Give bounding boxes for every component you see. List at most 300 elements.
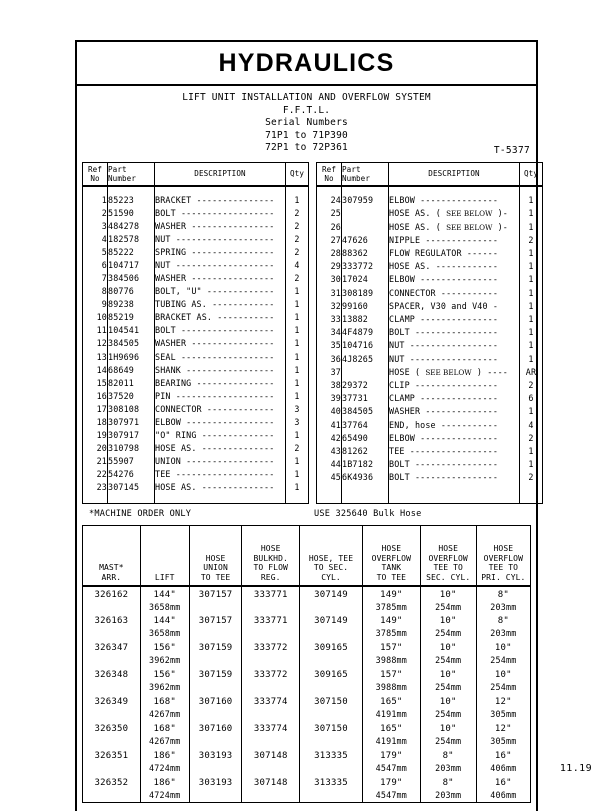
cell-part-number: 307917 bbox=[108, 429, 155, 442]
value-inches: 168" bbox=[153, 697, 176, 708]
value-mm: 254mm bbox=[490, 655, 517, 666]
cell-part-number: 82011 bbox=[108, 377, 155, 390]
parts-tables-wrapper bbox=[77, 159, 536, 504]
value-mm: 406mm bbox=[490, 763, 517, 774]
cell-hose-bulkhd-to-flow-reg bbox=[242, 613, 300, 640]
cell-qty: 1 bbox=[286, 390, 309, 403]
cell-lift bbox=[140, 721, 189, 748]
cell-ref-no: 45 bbox=[317, 471, 342, 484]
cell-description: BOLT ---------------- bbox=[389, 471, 520, 484]
cell-lift bbox=[140, 694, 189, 721]
cell-qty: 1 bbox=[520, 260, 543, 273]
value-mm: 4191mm bbox=[375, 736, 408, 747]
cell-part-number bbox=[342, 366, 389, 379]
value: 307157 bbox=[198, 616, 233, 627]
page-title-bar bbox=[77, 42, 536, 86]
table-row bbox=[83, 324, 309, 337]
cell-hose-overflow-tee-to-pri-cyl bbox=[476, 613, 530, 640]
cell-ref-no: 28 bbox=[317, 247, 342, 260]
cell-qty: 2 bbox=[286, 207, 309, 220]
cell-part-number: 85223 bbox=[108, 194, 155, 207]
cell-part-number: 182578 bbox=[108, 233, 155, 246]
header-line: OVERFLOW bbox=[371, 553, 411, 563]
table-row bbox=[83, 285, 309, 298]
table-row bbox=[317, 313, 543, 326]
cell-hose-overflow-tank-to-tee bbox=[362, 748, 420, 775]
cell-ref-no: 9 bbox=[83, 298, 108, 311]
cell-ref-no: 36 bbox=[317, 353, 342, 366]
cell-part-number: 51590 bbox=[108, 207, 155, 220]
cell-description: NUT ------------------- bbox=[155, 233, 286, 246]
cell-description: ELBOW --------------- bbox=[389, 432, 520, 445]
cell-qty: 1 bbox=[286, 285, 309, 298]
table-row bbox=[317, 234, 543, 247]
value-inches: 16" bbox=[494, 778, 512, 789]
table-row bbox=[83, 442, 309, 455]
value-inches: 157" bbox=[380, 643, 403, 654]
cell-description: BEARING --------------- bbox=[155, 377, 286, 390]
cell-qty: AR bbox=[520, 366, 543, 379]
content-frame bbox=[75, 40, 538, 811]
note-bulk-hose: USE 325640 Bulk Hose bbox=[314, 509, 422, 520]
cell-description: WASHER ---------------- bbox=[155, 220, 286, 233]
value-inches: 8" bbox=[442, 751, 454, 762]
value-mm: 3962mm bbox=[149, 655, 181, 666]
table-row bbox=[317, 300, 543, 313]
table-row bbox=[317, 194, 543, 207]
cell-lift bbox=[140, 667, 189, 694]
table-row bbox=[317, 392, 543, 405]
cell-hose-bulkhd-to-flow-reg bbox=[242, 586, 300, 613]
cell-part-number: 55907 bbox=[108, 455, 155, 468]
table-header-row bbox=[83, 526, 531, 587]
drawing-number: T-5377 bbox=[493, 145, 530, 157]
cell-qty: 2 bbox=[286, 272, 309, 285]
header-line: CYL. bbox=[321, 572, 341, 582]
cell-part-number: 4F4879 bbox=[342, 326, 389, 339]
parts-table-right-head bbox=[317, 162, 543, 186]
value: 307148 bbox=[253, 778, 288, 789]
header-line: PRI. CYL. bbox=[481, 572, 526, 582]
table-row bbox=[83, 613, 531, 640]
value-inches: 156" bbox=[153, 643, 176, 654]
cell-ref-no: 26 bbox=[317, 220, 342, 233]
cell-lift bbox=[140, 640, 189, 667]
table-row bbox=[83, 233, 309, 246]
table-row bbox=[83, 390, 309, 403]
header-line: HOSE bbox=[381, 544, 402, 554]
value: 307160 bbox=[198, 724, 233, 735]
cell-ref-no: 19 bbox=[83, 429, 108, 442]
cell-description: BOLT ---------------- bbox=[389, 458, 520, 471]
table-row bbox=[317, 366, 543, 379]
table-row bbox=[83, 298, 309, 311]
value-inches: 168" bbox=[153, 724, 176, 735]
value-mm: 305mm bbox=[490, 736, 517, 747]
value: 313335 bbox=[314, 751, 348, 762]
cell-ref-no: 22 bbox=[83, 468, 108, 481]
cell-description: TEE ----------------- bbox=[389, 445, 520, 458]
part-line1: Part bbox=[342, 164, 361, 174]
cell-qty: 1 bbox=[520, 220, 543, 233]
cell-lift bbox=[140, 775, 189, 802]
ref-line1: Ref bbox=[321, 164, 336, 174]
header-line: SEC. CYL. bbox=[426, 572, 471, 582]
value: 307148 bbox=[253, 751, 288, 762]
value-mm: 254mm bbox=[435, 682, 462, 693]
subtitle-line-3: Serial Numbers bbox=[265, 117, 348, 129]
value: 307150 bbox=[314, 697, 348, 708]
value: 307160 bbox=[198, 697, 233, 708]
cell-qty: 1 bbox=[520, 353, 543, 366]
table-row bbox=[83, 694, 531, 721]
cell-part-number: 104541 bbox=[108, 324, 155, 337]
value: 333774 bbox=[253, 697, 288, 708]
cell-hose-union-to-tee bbox=[189, 694, 242, 721]
page-footer bbox=[560, 763, 592, 774]
table-spacer-row bbox=[317, 186, 543, 194]
header-line: HOSE bbox=[260, 544, 281, 554]
table-row bbox=[83, 272, 309, 285]
value-mm: 4724mm bbox=[149, 790, 181, 801]
cell-qty: 1 bbox=[286, 481, 309, 494]
value-inches: 10" bbox=[494, 670, 512, 681]
table-spacer-row bbox=[317, 485, 543, 494]
cell-hose-overflow-tee-to-sec-cyl bbox=[420, 721, 476, 748]
header-line: HOSE bbox=[205, 553, 226, 563]
col-header-description: DESCRIPTION bbox=[155, 162, 286, 186]
col-header-ref-no bbox=[83, 162, 108, 186]
cell-part-number: 80776 bbox=[108, 285, 155, 298]
value-inches: 149" bbox=[380, 616, 403, 627]
cell-description: SHANK ----------------- bbox=[155, 364, 286, 377]
cell-qty: 3 bbox=[286, 403, 309, 416]
table-row bbox=[317, 273, 543, 286]
header-line: TEE TO bbox=[488, 563, 519, 573]
cell-mast-arr bbox=[83, 667, 141, 694]
cell-description: HOSE AS. ( SEE BELOW )- bbox=[389, 207, 520, 220]
cell-description: NIPPLE -------------- bbox=[389, 234, 520, 247]
cell-description: HOSE AS. -------------- bbox=[155, 442, 286, 455]
cell-description: HOSE ( SEE BELOW ) ---- bbox=[389, 366, 520, 379]
table-row bbox=[83, 337, 309, 350]
cell-ref-no: 8 bbox=[83, 285, 108, 298]
cell-description: NUT ------------------- bbox=[155, 259, 286, 272]
value-mm: 3658mm bbox=[149, 628, 181, 639]
cell-ref-no: 14 bbox=[83, 364, 108, 377]
table-row bbox=[83, 429, 309, 442]
cell-part-number: 307145 bbox=[108, 481, 155, 494]
table-row bbox=[83, 311, 309, 324]
cell-ref-no: 12 bbox=[83, 337, 108, 350]
value-mm: 4267mm bbox=[149, 709, 181, 720]
value-inches: 156" bbox=[153, 670, 176, 681]
value: 303193 bbox=[198, 751, 233, 762]
value: 307157 bbox=[198, 590, 233, 601]
cell-hose-bulkhd-to-flow-reg bbox=[242, 640, 300, 667]
cell-part-number: 88362 bbox=[342, 247, 389, 260]
cell-ref-no: 37 bbox=[317, 366, 342, 379]
value-mm: 3988mm bbox=[375, 682, 408, 693]
cell-qty: 1 bbox=[286, 337, 309, 350]
cell-ref-no: 17 bbox=[83, 403, 108, 416]
cell-ref-no: 6 bbox=[83, 259, 108, 272]
subtitle-line-4: 71P1 to 71P390 bbox=[265, 129, 348, 141]
cell-description: SEAL ------------------ bbox=[155, 351, 286, 364]
cell-description: CLAMP --------------- bbox=[389, 313, 520, 326]
cell-qty: 2 bbox=[520, 234, 543, 247]
cell-hose-overflow-tee-to-pri-cyl bbox=[476, 667, 530, 694]
cell-part-number: 1H9696 bbox=[108, 351, 155, 364]
table-row bbox=[83, 351, 309, 364]
col-header-part-number bbox=[342, 162, 389, 186]
value: 303193 bbox=[198, 778, 233, 789]
cell-qty: 1 bbox=[520, 405, 543, 418]
cell-part-number: 384505 bbox=[108, 337, 155, 350]
cell-description: TEE ------------------- bbox=[155, 468, 286, 481]
parts-table-left bbox=[82, 162, 309, 504]
cell-qty: 1 bbox=[286, 468, 309, 481]
table-row bbox=[317, 286, 543, 299]
value: 307149 bbox=[314, 590, 348, 601]
col-header-mast-arr bbox=[83, 526, 141, 587]
table-row bbox=[317, 260, 543, 273]
cell-ref-no: 20 bbox=[83, 442, 108, 455]
cell-description: UNION ----------------- bbox=[155, 455, 286, 468]
value-inches: 8" bbox=[497, 590, 509, 601]
col-header-qty: Qty bbox=[520, 162, 543, 186]
cell-description: BRACKET --------------- bbox=[155, 194, 286, 207]
col-header-ref-no bbox=[317, 162, 342, 186]
cell-part-number: 308108 bbox=[108, 403, 155, 416]
value: 307150 bbox=[314, 724, 348, 735]
cell-ref-no: 5 bbox=[83, 246, 108, 259]
cell-ref-no: 39 bbox=[317, 392, 342, 405]
value-mm: 3785mm bbox=[375, 628, 408, 639]
value-inches: 149" bbox=[380, 590, 403, 601]
value: 333772 bbox=[253, 643, 288, 654]
header-line: UNION bbox=[203, 563, 228, 573]
col-header-hose-union-to-tee bbox=[189, 526, 242, 587]
cell-description: ELBOW --------------- bbox=[389, 194, 520, 207]
value: 307159 bbox=[198, 670, 233, 681]
value-mm: 406mm bbox=[490, 790, 517, 801]
see-below-note: SEE BELOW bbox=[425, 367, 472, 377]
cell-hose-bulkhd-to-flow-reg bbox=[242, 721, 300, 748]
cell-hose-overflow-tee-to-sec-cyl bbox=[420, 667, 476, 694]
cell-qty: 2 bbox=[286, 442, 309, 455]
value-inches: 10" bbox=[439, 590, 457, 601]
col-header-description: DESCRIPTION bbox=[389, 162, 520, 186]
part-line2: Number bbox=[108, 173, 137, 183]
table-row bbox=[317, 247, 543, 260]
value-inches: 10" bbox=[439, 724, 457, 735]
header-line: BULKHD. bbox=[253, 553, 288, 563]
value-mm: 4724mm bbox=[149, 763, 181, 774]
header-line: OVERFLOW bbox=[428, 553, 468, 563]
cell-hose-bulkhd-to-flow-reg bbox=[242, 748, 300, 775]
table-row bbox=[317, 458, 543, 471]
cell-hose-tee-to-sec-cyl bbox=[300, 748, 363, 775]
cell-part-number: 13882 bbox=[342, 313, 389, 326]
cell-hose-union-to-tee bbox=[189, 775, 242, 802]
cell-hose-overflow-tee-to-sec-cyl bbox=[420, 748, 476, 775]
value-inches: 16" bbox=[494, 751, 512, 762]
cell-qty: 3 bbox=[286, 416, 309, 429]
cell-qty: 1 bbox=[520, 286, 543, 299]
cell-description: "O" RING -------------- bbox=[155, 429, 286, 442]
value-mm: 203mm bbox=[435, 763, 462, 774]
cell-hose-overflow-tank-to-tee bbox=[362, 640, 420, 667]
cell-hose-tee-to-sec-cyl bbox=[300, 640, 363, 667]
header-line: TO FLOW bbox=[253, 563, 288, 573]
cell-mast-arr bbox=[83, 694, 141, 721]
cell-description: CLAMP --------------- bbox=[389, 392, 520, 405]
cell-hose-tee-to-sec-cyl bbox=[300, 775, 363, 802]
table-row bbox=[83, 455, 309, 468]
page-title: HYDRAULICS bbox=[218, 49, 395, 77]
cell-ref-no: 18 bbox=[83, 416, 108, 429]
cell-description: END, hose ----------- bbox=[389, 419, 520, 432]
hose-table-wrapper bbox=[77, 525, 536, 811]
value-mm: 203mm bbox=[490, 602, 517, 613]
cell-ref-no: 7 bbox=[83, 272, 108, 285]
subtitle-line-5: 72P1 to 72P361 bbox=[265, 142, 348, 154]
header-line: TO TEE bbox=[200, 572, 231, 582]
header-line: REG. bbox=[260, 572, 281, 582]
note-machine-order: *MACHINE ORDER ONLY bbox=[89, 509, 192, 520]
cell-ref-no: 10 bbox=[83, 311, 108, 324]
header-line: MAST* bbox=[99, 563, 124, 573]
table-spacer-row bbox=[83, 186, 309, 194]
cell-part-number: 81262 bbox=[342, 445, 389, 458]
cell-mast-arr bbox=[83, 640, 141, 667]
cell-qty: 2 bbox=[286, 246, 309, 259]
cell-qty: 1 bbox=[520, 445, 543, 458]
value: 333772 bbox=[253, 670, 288, 681]
parts-table-right-body bbox=[317, 186, 543, 504]
value-mm: 305mm bbox=[490, 709, 517, 720]
value-inches: 144" bbox=[153, 616, 176, 627]
value-inches: 10" bbox=[439, 670, 457, 681]
table-row bbox=[317, 471, 543, 484]
cell-ref-no: 25 bbox=[317, 207, 342, 220]
cell-ref-no: 2 bbox=[83, 207, 108, 220]
cell-part-number: 99160 bbox=[342, 300, 389, 313]
value-inches: 8" bbox=[497, 616, 509, 627]
table-row bbox=[317, 405, 543, 418]
cell-ref-no: 38 bbox=[317, 379, 342, 392]
cell-hose-union-to-tee bbox=[189, 586, 242, 613]
col-header-lift bbox=[140, 526, 189, 587]
value: 326352 bbox=[94, 778, 129, 789]
table-row bbox=[317, 419, 543, 432]
cell-hose-overflow-tee-to-sec-cyl bbox=[420, 640, 476, 667]
cell-description: HOSE AS. -------------- bbox=[155, 481, 286, 494]
table-row bbox=[83, 246, 309, 259]
table-row bbox=[83, 194, 309, 207]
cell-hose-overflow-tank-to-tee bbox=[362, 694, 420, 721]
cell-hose-union-to-tee bbox=[189, 748, 242, 775]
cell-ref-no: 13 bbox=[83, 351, 108, 364]
cell-mast-arr bbox=[83, 586, 141, 613]
value: 309165 bbox=[314, 670, 348, 681]
cell-part-number: 307971 bbox=[108, 416, 155, 429]
col-header-hose-overflow-tee-to-pri-cyl bbox=[476, 526, 530, 587]
cell-ref-no: 15 bbox=[83, 377, 108, 390]
cell-hose-overflow-tank-to-tee bbox=[362, 667, 420, 694]
col-header-qty: Qty bbox=[286, 162, 309, 186]
cell-lift bbox=[140, 586, 189, 613]
value: 333771 bbox=[253, 616, 288, 627]
cell-hose-overflow-tee-to-pri-cyl bbox=[476, 775, 530, 802]
cell-part-number: 37520 bbox=[108, 390, 155, 403]
cell-part-number: 17024 bbox=[342, 273, 389, 286]
cell-hose-overflow-tank-to-tee bbox=[362, 775, 420, 802]
table-row bbox=[317, 353, 543, 366]
cell-ref-no: 41 bbox=[317, 419, 342, 432]
value: 326347 bbox=[94, 643, 129, 654]
table-row bbox=[83, 259, 309, 272]
value: 333774 bbox=[253, 724, 288, 735]
table-spacer-row bbox=[317, 494, 543, 504]
cell-part-number: 89238 bbox=[108, 298, 155, 311]
notes-row bbox=[77, 504, 536, 525]
cell-ref-no: 16 bbox=[83, 390, 108, 403]
value-inches: 179" bbox=[380, 751, 403, 762]
value: 326351 bbox=[94, 751, 129, 762]
cell-qty: 1 bbox=[520, 458, 543, 471]
cell-description: BOLT ------------------ bbox=[155, 207, 286, 220]
table-row bbox=[83, 481, 309, 494]
table-row bbox=[317, 326, 543, 339]
value-mm: 254mm bbox=[435, 628, 462, 639]
cell-qty: 1 bbox=[520, 207, 543, 220]
page-number: 11.19 bbox=[559, 763, 592, 774]
cell-part-number: 47626 bbox=[342, 234, 389, 247]
table-row bbox=[83, 207, 309, 220]
cell-part-number: 308189 bbox=[342, 286, 389, 299]
table-row bbox=[83, 416, 309, 429]
cell-hose-tee-to-sec-cyl bbox=[300, 721, 363, 748]
value-inches: 179" bbox=[380, 778, 403, 789]
cell-hose-overflow-tee-to-sec-cyl bbox=[420, 775, 476, 802]
col-header-hose-bulkhd-to-flow-reg bbox=[242, 526, 300, 587]
value: 326163 bbox=[94, 616, 129, 627]
ref-line2: No bbox=[324, 173, 334, 183]
cell-hose-bulkhd-to-flow-reg bbox=[242, 667, 300, 694]
cell-part-number: 65490 bbox=[342, 432, 389, 445]
cell-part-number: 1B7182 bbox=[342, 458, 389, 471]
cell-qty: 1 bbox=[520, 313, 543, 326]
cell-ref-no: 31 bbox=[317, 286, 342, 299]
cell-lift bbox=[140, 748, 189, 775]
cell-qty: 1 bbox=[286, 311, 309, 324]
cell-hose-union-to-tee bbox=[189, 640, 242, 667]
cell-description: BOLT ------------------ bbox=[155, 324, 286, 337]
cell-hose-overflow-tee-to-pri-cyl bbox=[476, 640, 530, 667]
value-inches: 186" bbox=[153, 751, 176, 762]
cell-description: SPRING ---------------- bbox=[155, 246, 286, 259]
cell-part-number: 37764 bbox=[342, 419, 389, 432]
cell-qty: 1 bbox=[520, 339, 543, 352]
parts-table-left-body bbox=[83, 186, 309, 504]
cell-hose-overflow-tank-to-tee bbox=[362, 586, 420, 613]
cell-ref-no: 32 bbox=[317, 300, 342, 313]
value-inches: 165" bbox=[380, 697, 403, 708]
value: 326348 bbox=[94, 670, 129, 681]
cell-qty: 1 bbox=[520, 247, 543, 260]
